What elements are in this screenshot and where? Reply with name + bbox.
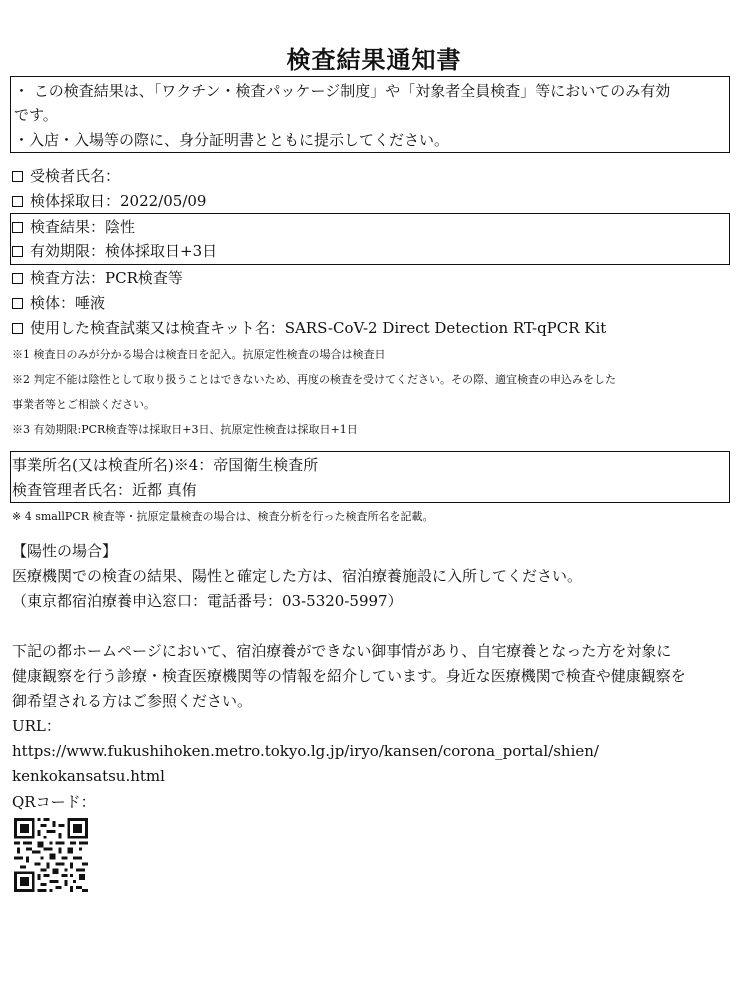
positive-line-1: 医療機関での検査の結果、陽性と確定した方は、宿泊療養施設に入所してください。 <box>12 567 583 585</box>
kit-label: 使用した検査試薬又は検査キット名：SARS-CoV-2 Direct Detection RT-qPCR Kit <box>30 319 607 337</box>
name-label: 受検者氏名： <box>30 167 121 185</box>
validity-label: 有効期限：検体採取日+3日 <box>30 242 218 260</box>
field-method <box>12 266 183 291</box>
checkbox-icon <box>12 273 23 284</box>
page-title: 検査結果通知書 <box>286 45 462 74</box>
checkbox-icon <box>12 222 23 233</box>
notice-line-1: ・ この検査結果は、「ワクチン・検査パッケージ制度」や「対象者全員検査」等においてのみ有効 <box>14 82 671 100</box>
method-label: 検査方法：PCR検査等 <box>30 269 183 287</box>
facility-manager: 検査管理者氏名：近都 真侑 <box>12 481 197 499</box>
notice-line-2: です。 <box>14 106 58 124</box>
field-result <box>12 215 135 240</box>
field-name <box>12 164 120 189</box>
result-label: 検査結果：陰性 <box>30 218 136 236</box>
field-validity <box>12 239 217 264</box>
note-4: ※ 4 smallPCR 検査等・抗原定量検査の場合は、検査分析を行った検査所名を記載。 <box>12 510 434 523</box>
date-label: 検体採取日：2022/05/09 <box>30 192 207 210</box>
facility-name: 事業所名(又は検査所名)※4：帝国衛生検査所 <box>12 456 319 474</box>
checkbox-icon <box>12 298 23 309</box>
checkbox-icon <box>12 323 23 334</box>
qr-code-icon[interactable] <box>14 818 88 892</box>
notice-line-3: ・入店・入場等の際に、身分証明書とともに提示してください。 <box>14 131 450 149</box>
url-line-2[interactable]: kenkokansatsu.html <box>12 767 165 785</box>
positive-heading: 【陽性の場合】 <box>12 542 118 560</box>
field-kit <box>12 316 606 341</box>
note-2b: 事業者等とご相談ください。 <box>12 398 155 411</box>
checkbox-icon <box>12 171 23 182</box>
checkbox-icon <box>12 196 23 207</box>
field-date <box>12 189 206 214</box>
url-label: URL： <box>12 717 61 735</box>
info-line-2: 健康観察を行う診療・検査医療機関等の情報を紹介しています。身近な医療機関で検査や健康観察を <box>12 667 686 685</box>
note-3: ※3 有効期限:PCR検査等は採取日+3日、抗原定性検査は採取日+1日 <box>12 423 358 436</box>
url-line-1[interactable]: https://www.fukushihoken.metro.tokyo.lg.jp/iryo/kansen/corona_portal/shien/ <box>12 742 599 760</box>
info-line-3: 御希望される方はご参照ください。 <box>12 692 253 710</box>
qr-label: QRコード： <box>12 793 96 811</box>
field-specimen <box>12 291 105 316</box>
info-line-1: 下記の都ホームページにおいて、宿泊療養ができない御事情があり、自宅療養となった方を対象に <box>12 642 672 660</box>
checkbox-icon <box>12 246 23 257</box>
note-2a: ※2 判定不能は陰性として取り扱うことはできないため、再度の検査を受けてください。その際、適宜検査の申込みをした <box>12 373 617 386</box>
positive-line-2: （東京都宿泊療養申込窓口：電話番号：03-5320-5997） <box>12 592 403 610</box>
note-1: ※1 検査日のみが分かる場合は検査日を記入。抗原定性検査の場合は検査日 <box>12 348 386 361</box>
specimen-label: 検体：唾液 <box>30 294 106 312</box>
